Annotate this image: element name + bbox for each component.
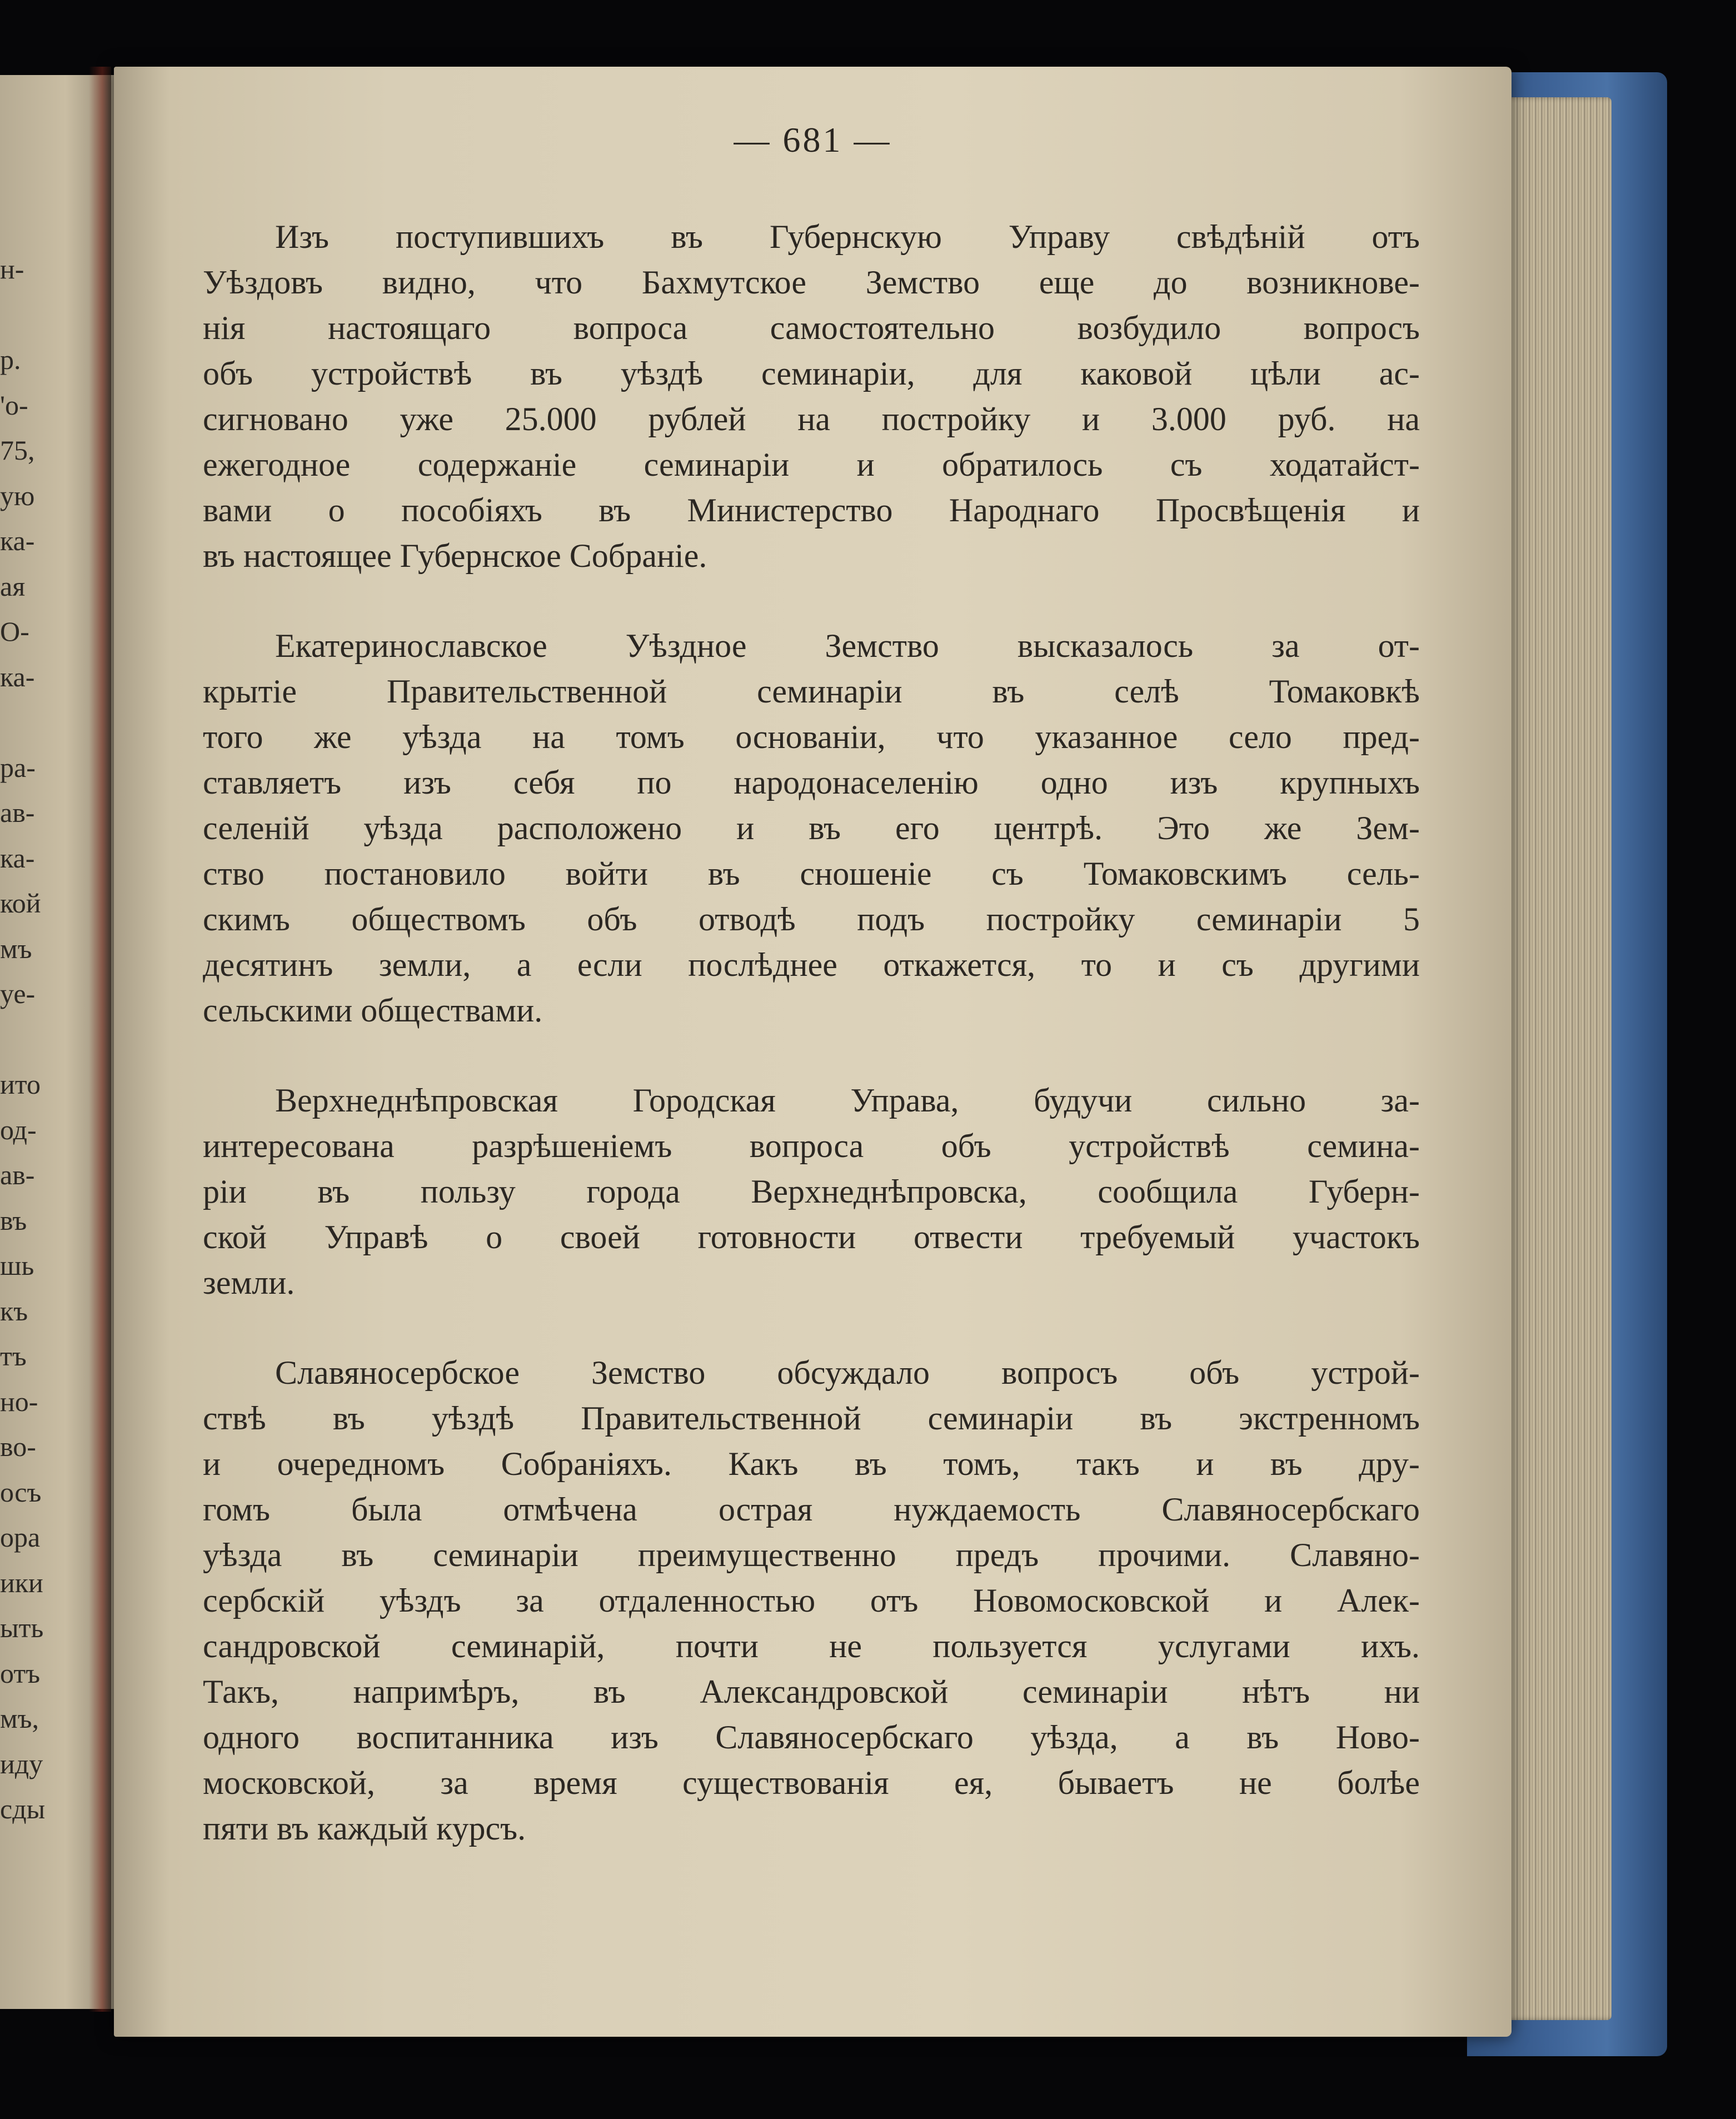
text-line: уѣзда въ семинаріи преимущественно предъ прочими. Славяно- [203, 1537, 1420, 1573]
left-page-fragment: осъ [0, 1476, 42, 1508]
text-line: сандровской семинарій, почти не пользуется услугами ихъ. [203, 1628, 1420, 1664]
text-line: земли. [203, 1264, 295, 1301]
left-page-fragment: шь [0, 1250, 34, 1281]
left-page-fragment: ав- [0, 797, 35, 828]
left-page-fragment: мъ, [0, 1703, 39, 1734]
text-line: сербскій уѣздъ за отдаленностью отъ Новомосковской и Алек- [203, 1582, 1420, 1619]
book-spine-shadow [89, 67, 111, 2012]
text-line: одного воспитанника изъ Славяносербскаго уѣзда, а въ Ново- [203, 1719, 1420, 1756]
left-page-fragment: тъ [0, 1340, 27, 1372]
text-line: сигновано уже 25.000 рублей на постройку и 3.000 руб. на [203, 401, 1420, 437]
text-line: селеній уѣзда расположено и въ его центрѣ. Это же Зем- [203, 810, 1420, 846]
left-page-fragment: 'о- [0, 389, 28, 421]
text-line: ство постановило войти въ сношеніе съ Томаковскимъ сель- [203, 855, 1420, 892]
text-line: объ устройствѣ въ уѣздѣ семинаріи, для каковой цѣли ас- [203, 355, 1420, 392]
left-page-fragment: р. [0, 344, 21, 375]
left-page-fragment: ую [0, 480, 35, 511]
paragraph [203, 214, 1420, 579]
left-page-fragment: кой [0, 888, 41, 919]
left-page-fragment: ка- [0, 525, 35, 556]
paragraph [203, 1350, 1420, 1851]
left-page-fragment: ав- [0, 1159, 35, 1190]
text-line: ствѣ въ уѣздѣ Правительственной семинаріи въ экстренномъ [203, 1400, 1420, 1437]
paragraph-gap [203, 1305, 1420, 1350]
paragraph [203, 623, 1420, 1033]
paragraph-gap [203, 579, 1420, 623]
left-page-fragment: сды [0, 1793, 46, 1824]
text-line: интересована разрѣшеніемъ вопроса объ устройствѣ семина- [203, 1128, 1420, 1164]
book-page [114, 67, 1511, 2037]
text-line: ежегодное содержаніе семинаріи и обратилось съ ходатайст- [203, 446, 1420, 483]
text-line: десятинъ земли, а если послѣднее откажется, то и съ другими [203, 946, 1420, 983]
text-line: и очередномъ Собраніяхъ. Какъ въ томъ, такъ и въ дру- [203, 1445, 1420, 1482]
text-line: вами о пособіяхъ въ Министерство Народнаго Просвѣщенія и [203, 492, 1420, 528]
left-page-fragment: иду [0, 1748, 43, 1779]
paragraph-gap [203, 1033, 1420, 1078]
text-line: сельскими обществами. [203, 992, 543, 1029]
text-line: гомъ была отмѣчена острая нуждаемость Славяносербскаго [203, 1491, 1420, 1528]
text-line: Верхнеднѣпровская Городская Управа, будучи сильно за- [275, 1082, 1420, 1119]
text-line: ской Управѣ о своей готовности отвести требуемый участокъ [203, 1219, 1420, 1255]
left-page-fragment: ыть [0, 1612, 44, 1643]
left-page-fragment: ито [0, 1069, 41, 1100]
text-line: скимъ обществомъ объ отводѣ подъ постройку семинаріи 5 [203, 901, 1420, 938]
left-page-fragment: но- [0, 1385, 38, 1417]
text-line: крытіе Правительственной семинаріи въ селѣ Томаковкѣ [203, 673, 1420, 710]
left-page-fragment: въ [0, 1204, 27, 1236]
left-page-fragment: къ [0, 1295, 28, 1327]
text-line: Славяносербское Земство обсуждало вопросъ объ устрой- [275, 1354, 1420, 1391]
text-line: Уѣздовъ видно, что Бахмутское Земство еще до возникнове- [203, 264, 1420, 301]
left-page-fragment: ка- [0, 661, 35, 692]
left-page-fragment: ора [0, 1522, 41, 1553]
page-text [203, 214, 1420, 1851]
text-line: московской, за время существованія ея, бываетъ не болѣе [203, 1764, 1420, 1801]
page-number: — 681 — [734, 120, 892, 159]
paragraph [203, 1078, 1420, 1305]
text-line: того же уѣзда на томъ основаніи, что указанное село пред- [203, 719, 1420, 755]
text-line: Екатеринославское Уѣздное Земство высказалось за от- [275, 627, 1420, 664]
left-page-fragment: во- [0, 1431, 36, 1462]
text-line: Такъ, напримѣръ, въ Александровской семинаріи нѣтъ ни [203, 1673, 1420, 1710]
text-line: ріи въ пользу города Верхнеднѣпровска, сообщила Губерн- [203, 1173, 1420, 1210]
left-page-fragment: ики [0, 1567, 43, 1598]
left-page-fragment: ка- [0, 842, 35, 874]
text-line: Изъ поступившихъ въ Губернскую Управу свѣдѣній отъ [275, 218, 1420, 255]
left-page-fragment: ая [0, 570, 26, 602]
text-line: нія настоящаго вопроса самостоятельно возбудило вопросъ [203, 310, 1420, 346]
left-page-fragment: ра- [0, 751, 36, 783]
text-line: ставляетъ изъ себя по народонаселенію одно изъ крупныхъ [203, 764, 1420, 801]
left-page-fragment: од- [0, 1114, 37, 1145]
left-page-fragment: О- [0, 616, 29, 647]
left-page-fragment: 75, [0, 435, 35, 466]
left-page-fragment: уе- [0, 978, 36, 1009]
left-page-fragment: отъ [0, 1657, 41, 1689]
left-page-fragment: н- [0, 253, 24, 285]
text-line: въ настоящее Губернское Собраніе. [203, 537, 707, 574]
text-line: пяти въ каждый курсъ. [203, 1810, 526, 1847]
left-page-fragment: мъ [0, 933, 32, 964]
